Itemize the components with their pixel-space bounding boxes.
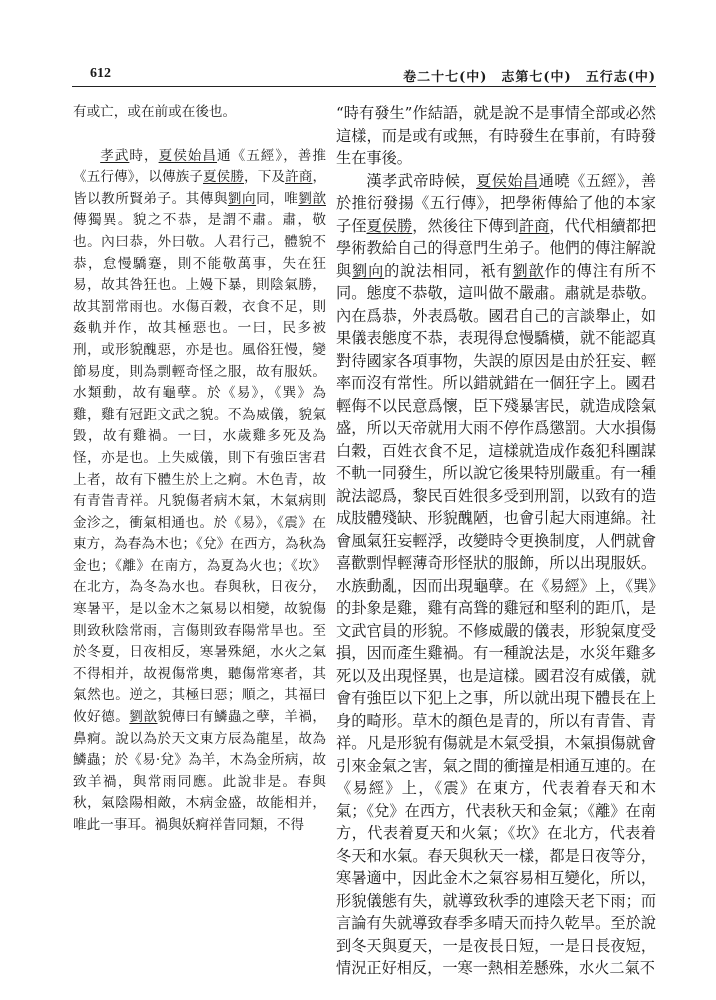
text-segment: 作的傳注有所不同。態度不恭敬，這叫做不嚴肅。肅就是恭敬。內在爲恭，外表爲敬。國君自己的言談舉止，如果儀表態度不恭，表現得怠慢驕橫，就不能認真對待國家各項事物，失誤的原因是由於狂妄、輕率而沒有常性。所以錯就錯在一個狂字上。國君輕侮不以民意爲懷，臣下殘暴害民，就造成陰氣盛，所以天帝就用大雨不停作爲懲罰。大水損傷白穀，百姓衣食不足，這樣就造成作姦犯科團謀不軌一同發生，所以說它後果特別嚴重。有一種說法認爲，黎民百姓很多受到刑罰，以致有的造成肢體殘缺、形貌醜陋，也會引起大雨連綿。社會風氣狂妄輕浮，改變時令更換制度，人們就會喜歡剽悍輕薄奇形怪狀的服飾，所以出現服妖。水族動亂，因而出現龜孽。在《易經》上，《巽》的卦象是雞，雞有高聳的雞冠和堅利的距爪，是文武官員的形貌。不修威嚴的儀表，形貌氣度受損，因而產生雞禍。有一種說法是，水災年雞多死以及出現怪異，也是這樣。國君沒有威儀，就會有強臣以下犯上之事，所以就出現下體長在上身的畸形。草木的顏色是青的，所以有青眚、青祥。凡是形貌有傷就是木氣受損，木氣損傷就會引來金氣之害，氣之間的衝撞是相通互連的。在《易經》上，《震》在東方，代表着春天和木氣；《兌》在西方，代表秋天和金氣；《離》在南方，代表着夏天和火氣；《坎》在北方，代表着冬天和水氣。春天與秋天一樣，都是日夜等分，寒暑適中，因此金木之氣容易相互變化，所以，形貌儀態有失，就導致秋季的連陰天老下雨；而言論有失就導致春季多晴天而持久乾旱。至於說到冬天與夏天，一是夜長日短，一是日長夜短，情況正好相反，一寒一熱相差懸殊，水火二氣不	[336, 261, 656, 977]
text-segment: 通曉《五經》，善於推衍發揚《五行傳》，把學術傳給了他的本家子侄	[336, 171, 656, 235]
person-name: 夏侯始昌	[158, 147, 217, 164]
person-name: 許商	[518, 216, 550, 235]
person-name: 劉向	[352, 261, 385, 280]
text-segment: ，代代相續都把學術教給自己的得意門生弟子。他們的傳注解說與	[336, 216, 656, 280]
text-segment: 傳獨異。貌之不恭，是謂不肅。肅，敬也。內曰恭，外曰敬。人君行己，體貌不恭，怠慢驕蹇，則不能敬萬事，失在狂易，故其咎狂也。上嫚下暴，則陰氣勝，故其罰常雨也。水傷百穀，衣食不足，則姦軌并作，故其極惡也。一曰，民多被刑，或形貌醜惡，亦是也。風俗狂慢，變節易度，則為剽輕奇怪之服，故有服妖。水類動，故有龜孽。於《易》，《巽》為雞，雞有冠距文武之貌。不為威儀，貌氣毀，故有雞禍。一曰，水歲雞多死及為怪，亦是也。上失威儀，則下有強臣害君上者，故有下體生於上之痾。木色青，故有青眚青祥。凡貌傷者病木氣，木氣病則金沴之，衝氣相通也。於《易》，《震》在東方，為春為木也；《兌》在西方，為秋為金也；《離》在南方，為夏為火也；《坎》在北方，為冬為水也。春與秋，日夜分，寒暑平，是以金木之氣易以相變，故貌傷則致秋陰常雨，言傷則致春陽常旱也。至於冬夏，日夜相反，寒暑殊絕，水火之氣不得相并，故視傷常奧，聽傷常寒者，其氣然也。逆之，其極曰惡；順之，其福曰攸好德。	[73, 212, 326, 726]
right-continued-paragraph: “時有發生”作結語，就是說不是事情全部或必然這樣，而是或有或無，有時發生在事前，有時發生在事後。	[336, 104, 656, 167]
text-segment: ，皆以教所賢弟子。其傳與	[73, 169, 326, 207]
running-header	[72, 62, 656, 88]
right-main-paragraph	[336, 170, 656, 980]
text-segment: 同，唯	[256, 190, 299, 207]
left-continued-paragraph: 有或亡，或在前或在後也。	[73, 104, 237, 120]
text-segment: ，然後往下傳到	[412, 216, 519, 235]
person-name: 劉歆	[129, 709, 158, 726]
person-name: 夏侯始昌	[476, 171, 539, 190]
person-name: 夏侯勝	[202, 169, 245, 186]
header-rule	[72, 86, 656, 87]
person-name: 劉歆	[512, 261, 545, 280]
person-name: 許商	[285, 169, 313, 186]
text-segment: 通《五經》，善推《五行傳》，以傳族子	[73, 147, 326, 186]
text-segment: ，下及	[244, 169, 286, 186]
person-name: 夏侯勝	[366, 216, 413, 235]
left-main-paragraph	[73, 146, 326, 837]
person-name: 劉歆	[298, 190, 326, 207]
right-column-modern-translation	[336, 102, 656, 982]
text-segment: 貌傳曰有鱗蟲之孽，羊禍，鼻痾。說以為於天文東方辰為龍星，故為鱗蟲；於《易·兌》為羊，木為金所病，故致羊禍，與常雨同應。此說非是。春與秋，氣陰陽相敵，木病金盛，故能相并，唯此一事耳。禍與妖痾祥眚同類，不得	[73, 709, 326, 833]
text-segment: 的說法相同，衹有	[384, 261, 513, 280]
paragraph-gap	[73, 124, 326, 146]
text-segment: 時，	[129, 147, 159, 164]
left-column-classical-text	[73, 102, 326, 982]
running-title: 卷二十七(中) 志第七(中) 五行志(中)	[403, 70, 656, 85]
person-name: 孝武	[100, 147, 130, 164]
person-name: 劉向	[227, 190, 257, 207]
text-segment: 漢孝武帝時候，	[366, 171, 477, 190]
page-number: 612	[90, 66, 111, 81]
